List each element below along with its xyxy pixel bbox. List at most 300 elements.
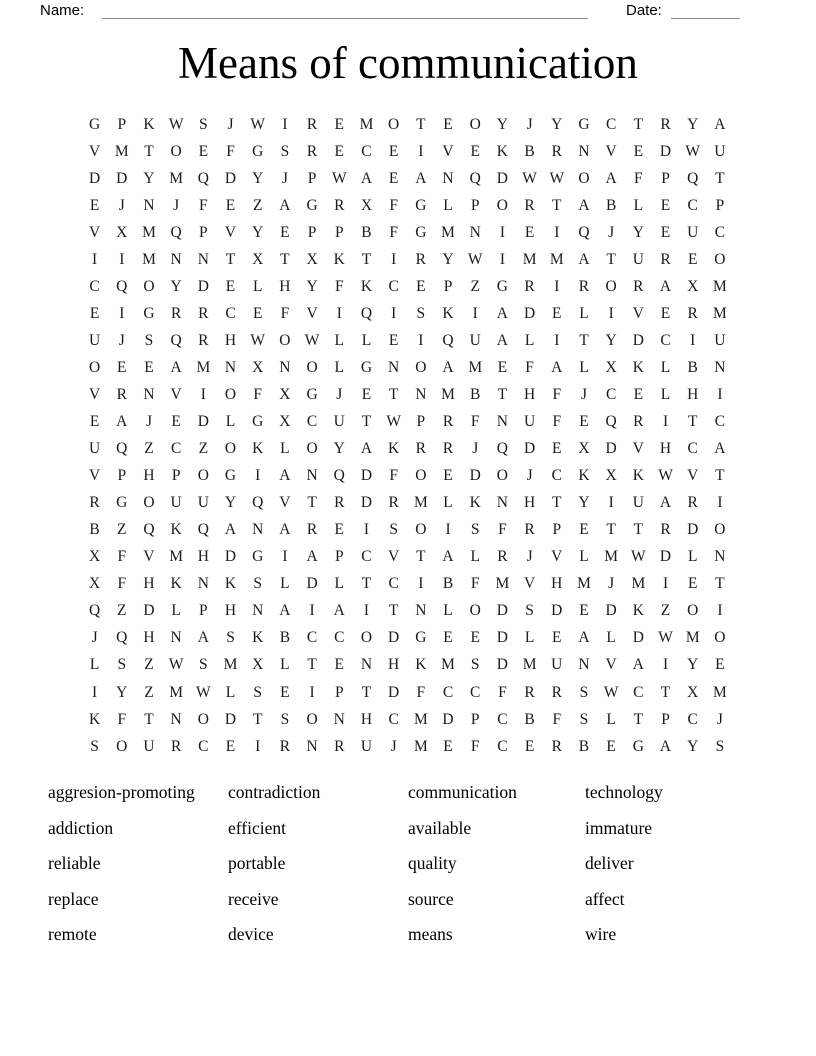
grid-cell-r8c5: R bbox=[198, 304, 209, 322]
grid-cell-r16c17: R bbox=[524, 521, 535, 539]
grid-cell-r4c10: R bbox=[334, 196, 345, 214]
grid-cell-r5c16: I bbox=[499, 223, 505, 241]
grid-cell-r20c14: E bbox=[443, 629, 453, 647]
grid-cell-r1c12: O bbox=[388, 115, 400, 133]
grid-cell-r7c9: Y bbox=[306, 277, 318, 295]
grid-cell-r14c1: V bbox=[88, 467, 101, 485]
grid-cell-r20c19: A bbox=[578, 629, 590, 647]
grid-cell-r8c14: K bbox=[442, 304, 454, 322]
grid-cell-r4c2: J bbox=[118, 196, 125, 214]
grid-cell-r2c7: G bbox=[252, 142, 264, 160]
grid-cell-r9c1: U bbox=[88, 331, 101, 349]
grid-cell-r19c16: D bbox=[496, 602, 508, 620]
grid-cell-r8c19: L bbox=[579, 304, 589, 322]
grid-cell-r22c5: W bbox=[196, 683, 211, 701]
grid-cell-r13c2: Q bbox=[116, 440, 128, 458]
grid-cell-r3c19: O bbox=[578, 169, 590, 187]
grid-cell-r6c3: M bbox=[142, 250, 156, 268]
grid-cell-r10c3: E bbox=[144, 358, 154, 376]
grid-cell-r6c18: M bbox=[549, 250, 564, 268]
grid-cell-r21c7: X bbox=[252, 656, 264, 674]
grid-cell-r4c15: P bbox=[470, 196, 480, 214]
grid-cell-r20c24: O bbox=[714, 629, 726, 647]
grid-cell-r17c21: W bbox=[631, 548, 646, 566]
grid-cell-r19c23: O bbox=[687, 602, 699, 620]
grid-cell-r4c7: Z bbox=[252, 196, 263, 214]
grid-cell-r3c9: P bbox=[307, 169, 317, 187]
grid-cell-r17c20: M bbox=[604, 548, 619, 566]
grid-cell-r16c10: E bbox=[334, 521, 345, 539]
grid-cell-r15c18: T bbox=[552, 494, 562, 512]
grid-cell-r7c17: R bbox=[524, 277, 535, 295]
grid-cell-r3c14: N bbox=[442, 169, 454, 187]
word-item: means bbox=[408, 924, 453, 944]
grid-cell-r24c3: U bbox=[143, 737, 155, 755]
grid-cell-r19c12: T bbox=[388, 602, 399, 620]
grid-cell-r22c14: C bbox=[442, 683, 454, 701]
grid-cell-r13c13: R bbox=[415, 440, 427, 458]
grid-cell-r24c10: R bbox=[334, 737, 345, 755]
word-search-grid bbox=[81, 111, 734, 760]
grid-cell-r11c4: V bbox=[170, 385, 182, 403]
grid-cell-r16c4: K bbox=[170, 521, 182, 539]
grid-cell-r17c6: D bbox=[224, 548, 237, 566]
grid-cell-r4c23: C bbox=[687, 196, 698, 214]
grid-cell-r21c10: E bbox=[334, 656, 345, 674]
grid-cell-r21c4: W bbox=[168, 656, 184, 674]
grid-cell-r24c5: C bbox=[198, 737, 209, 755]
word-list-column-3 bbox=[408, 775, 517, 953]
grid-cell-r24c6: E bbox=[225, 737, 236, 755]
grid-cell-r23c22: P bbox=[661, 710, 670, 728]
grid-cell-r23c9: O bbox=[306, 710, 318, 728]
grid-cell-r18c14: B bbox=[442, 575, 454, 593]
grid-cell-r23c15: P bbox=[470, 710, 480, 728]
grid-cell-r13c15: J bbox=[472, 440, 479, 458]
grid-cell-r1c5: S bbox=[199, 115, 208, 133]
grid-cell-r2c19: N bbox=[578, 142, 590, 160]
grid-cell-r19c6: H bbox=[224, 602, 237, 620]
grid-cell-r18c19: M bbox=[577, 575, 591, 593]
grid-cell-r7c13: E bbox=[416, 277, 426, 295]
grid-cell-r19c13: N bbox=[415, 602, 427, 620]
grid-cell-r21c8: L bbox=[280, 656, 290, 674]
grid-cell-r22c24: M bbox=[713, 683, 727, 701]
word-item: device bbox=[228, 924, 274, 944]
grid-cell-r10c12: N bbox=[388, 358, 400, 376]
grid-cell-r10c1: O bbox=[88, 358, 101, 376]
grid-cell-r12c2: A bbox=[116, 413, 128, 431]
grid-cell-r19c18: D bbox=[551, 602, 563, 620]
grid-cell-r5c7: Y bbox=[252, 223, 264, 241]
grid-cell-r22c9: I bbox=[309, 683, 315, 701]
grid-cell-r16c3: Q bbox=[143, 521, 155, 539]
grid-cell-r14c6: G bbox=[224, 467, 237, 485]
grid-cell-r17c7: G bbox=[252, 548, 264, 566]
grid-cell-r19c20: D bbox=[605, 602, 617, 620]
grid-cell-r4c21: L bbox=[633, 196, 644, 214]
grid-cell-r9c20: Y bbox=[605, 331, 617, 349]
grid-cell-r8c17: D bbox=[523, 304, 536, 322]
grid-cell-r22c7: S bbox=[253, 683, 263, 701]
grid-cell-r13c18: E bbox=[552, 440, 562, 458]
grid-cell-r10c19: L bbox=[579, 358, 589, 376]
grid-cell-r16c2: Z bbox=[117, 521, 127, 539]
grid-cell-r24c1: S bbox=[90, 737, 99, 755]
grid-cell-r14c11: D bbox=[360, 467, 373, 485]
grid-cell-r3c12: E bbox=[388, 169, 399, 187]
grid-cell-r14c21: K bbox=[632, 467, 644, 485]
grid-cell-r5c9: P bbox=[307, 223, 317, 241]
grid-cell-r11c17: H bbox=[523, 385, 536, 403]
grid-cell-r15c4: U bbox=[170, 494, 182, 512]
grid-cell-r7c2: Q bbox=[116, 277, 128, 295]
grid-cell-r16c21: T bbox=[633, 521, 644, 539]
grid-cell-r22c3: Z bbox=[144, 683, 154, 701]
grid-cell-r5c24: C bbox=[714, 223, 726, 241]
grid-cell-r9c5: R bbox=[198, 331, 209, 349]
grid-cell-r23c7: T bbox=[252, 710, 263, 728]
grid-cell-r14c23: V bbox=[687, 467, 699, 485]
grid-cell-r24c23: Y bbox=[687, 737, 699, 755]
word-item: quality bbox=[408, 853, 457, 873]
grid-cell-r9c6: H bbox=[224, 331, 237, 349]
grid-cell-r11c23: H bbox=[687, 385, 699, 403]
grid-cell-r4c3: N bbox=[143, 196, 155, 214]
grid-cell-r10c5: M bbox=[196, 358, 211, 376]
grid-cell-r18c21: M bbox=[631, 575, 646, 593]
grid-cell-r6c21: U bbox=[632, 250, 644, 268]
grid-cell-r13c14: R bbox=[442, 440, 454, 458]
grid-cell-r5c17: E bbox=[524, 223, 535, 241]
grid-cell-r18c18: H bbox=[551, 575, 563, 593]
grid-cell-r7c16: G bbox=[496, 277, 508, 295]
grid-cell-r11c22: L bbox=[660, 385, 671, 403]
grid-cell-r19c4: L bbox=[171, 602, 181, 620]
grid-cell-r18c5: N bbox=[197, 575, 209, 593]
grid-cell-r8c22: E bbox=[660, 304, 671, 322]
grid-cell-r1c6: J bbox=[227, 115, 234, 133]
grid-cell-r11c21: E bbox=[633, 385, 644, 403]
grid-cell-r10c11: G bbox=[360, 358, 373, 376]
grid-cell-r4c4: J bbox=[173, 196, 180, 214]
grid-cell-r14c8: A bbox=[279, 467, 291, 485]
grid-cell-r15c15: K bbox=[469, 494, 481, 512]
grid-cell-r9c15: U bbox=[469, 331, 481, 349]
grid-cell-r17c4: M bbox=[169, 548, 184, 566]
grid-cell-r6c20: T bbox=[606, 250, 616, 268]
grid-cell-r12c16: N bbox=[496, 413, 508, 431]
word-item: aggresion-promoting bbox=[48, 782, 195, 802]
grid-cell-r13c21: V bbox=[632, 440, 644, 458]
grid-cell-r5c23: U bbox=[687, 223, 699, 241]
grid-cell-r15c8: V bbox=[279, 494, 291, 512]
grid-cell-r6c2: I bbox=[119, 250, 125, 268]
grid-cell-r9c2: J bbox=[118, 331, 125, 349]
grid-cell-r1c15: O bbox=[469, 115, 481, 133]
grid-cell-r1c3: K bbox=[143, 115, 155, 133]
grid-cell-r3c18: W bbox=[549, 169, 565, 187]
grid-cell-r15c14: L bbox=[443, 494, 453, 512]
grid-cell-r21c15: S bbox=[470, 656, 480, 674]
grid-cell-r1c21: T bbox=[633, 115, 644, 133]
grid-cell-r1c14: E bbox=[443, 115, 453, 133]
grid-cell-r13c6: O bbox=[224, 440, 237, 458]
grid-cell-r15c7: Q bbox=[252, 494, 264, 512]
grid-cell-r6c4: N bbox=[170, 250, 182, 268]
grid-cell-r6c9: X bbox=[306, 250, 318, 268]
grid-cell-r20c21: D bbox=[632, 629, 644, 647]
grid-cell-r1c20: C bbox=[605, 115, 617, 133]
grid-cell-r20c12: D bbox=[388, 629, 400, 647]
grid-cell-r5c6: V bbox=[224, 223, 237, 241]
grid-cell-r3c16: D bbox=[496, 169, 508, 187]
word-item: source bbox=[408, 888, 454, 909]
grid-cell-r19c21: K bbox=[632, 602, 644, 620]
grid-cell-r13c16: Q bbox=[496, 440, 508, 458]
grid-cell-r2c23: W bbox=[685, 142, 701, 160]
grid-cell-r9c23: I bbox=[690, 331, 696, 349]
grid-cell-r9c14: Q bbox=[442, 331, 454, 349]
grid-cell-r13c4: C bbox=[170, 440, 182, 458]
grid-cell-r24c20: E bbox=[606, 737, 616, 755]
grid-cell-r8c3: G bbox=[143, 304, 155, 322]
grid-cell-r16c16: F bbox=[498, 521, 507, 539]
grid-cell-r7c22: A bbox=[659, 277, 672, 295]
grid-cell-r15c16: N bbox=[496, 494, 508, 512]
grid-cell-r21c17: M bbox=[522, 656, 537, 674]
grid-cell-r9c9: W bbox=[304, 331, 320, 349]
grid-cell-r20c22: W bbox=[658, 629, 673, 647]
grid-cell-r13c11: A bbox=[360, 440, 373, 458]
grid-cell-r19c3: D bbox=[143, 602, 155, 620]
grid-cell-r11c1: V bbox=[88, 385, 101, 403]
grid-cell-r22c10: P bbox=[334, 683, 344, 701]
grid-cell-r8c16: A bbox=[496, 304, 508, 322]
grid-cell-r9c16: A bbox=[496, 331, 508, 349]
grid-cell-r22c22: T bbox=[660, 683, 671, 701]
grid-cell-r23c18: F bbox=[552, 710, 562, 728]
grid-cell-r14c24: T bbox=[715, 467, 725, 485]
grid-cell-r1c1: G bbox=[88, 115, 101, 133]
grid-cell-r5c20: J bbox=[608, 223, 615, 241]
grid-cell-r23c19: S bbox=[579, 710, 589, 728]
grid-cell-r6c23: E bbox=[687, 250, 698, 268]
grid-cell-r19c11: I bbox=[363, 602, 370, 620]
grid-cell-r7c12: C bbox=[388, 277, 399, 295]
grid-cell-r24c16: C bbox=[497, 737, 508, 755]
grid-cell-r18c24: T bbox=[715, 575, 725, 593]
grid-cell-r18c17: V bbox=[523, 575, 536, 593]
grid-cell-r1c24: A bbox=[714, 115, 726, 133]
word-item: replace bbox=[48, 888, 99, 909]
grid-cell-r20c20: L bbox=[606, 629, 616, 647]
grid-cell-r24c7: I bbox=[255, 737, 261, 755]
grid-cell-r8c4: R bbox=[170, 304, 182, 322]
grid-cell-r3c21: F bbox=[634, 169, 643, 187]
grid-cell-r22c23: X bbox=[687, 683, 699, 701]
grid-cell-r16c23: D bbox=[687, 521, 699, 539]
grid-cell-r7c14: P bbox=[443, 277, 453, 295]
word-item: deliver bbox=[585, 853, 634, 873]
grid-cell-r1c9: R bbox=[306, 115, 318, 133]
grid-cell-r10c20: X bbox=[605, 358, 617, 376]
grid-cell-r7c18: I bbox=[554, 277, 560, 295]
grid-cell-r21c19: N bbox=[578, 656, 590, 674]
date-blank-line bbox=[671, 3, 740, 19]
word-item: portable bbox=[228, 853, 286, 873]
grid-cell-r3c1: D bbox=[88, 169, 101, 187]
grid-cell-r20c8: B bbox=[279, 629, 291, 647]
grid-cell-r17c24: N bbox=[714, 548, 726, 566]
grid-cell-r5c18: I bbox=[554, 223, 560, 241]
grid-cell-r3c17: W bbox=[522, 169, 537, 187]
grid-cell-r7c6: E bbox=[225, 277, 236, 295]
grid-cell-r14c12: F bbox=[389, 467, 398, 485]
grid-cell-r12c13: P bbox=[416, 413, 426, 431]
grid-cell-r9c10: L bbox=[334, 331, 345, 349]
grid-cell-r8c2: I bbox=[119, 304, 125, 322]
grid-cell-r13c17: D bbox=[523, 440, 536, 458]
grid-cell-r24c9: N bbox=[306, 737, 318, 755]
date-label: Date: bbox=[626, 2, 662, 19]
grid-cell-r17c2: F bbox=[117, 548, 127, 566]
grid-cell-r2c6: F bbox=[226, 142, 235, 160]
grid-cell-r23c21: T bbox=[633, 710, 644, 728]
grid-cell-r24c22: A bbox=[659, 737, 672, 755]
grid-cell-r23c3: T bbox=[144, 710, 154, 728]
grid-cell-r21c5: S bbox=[199, 656, 208, 674]
grid-cell-r2c1: V bbox=[88, 142, 101, 160]
grid-cell-r10c2: E bbox=[117, 358, 127, 376]
grid-cell-r17c18: V bbox=[551, 548, 563, 566]
grid-cell-r24c21: G bbox=[632, 737, 644, 755]
grid-cell-r22c18: R bbox=[551, 683, 562, 701]
grid-cell-r16c9: R bbox=[306, 521, 318, 539]
grid-cell-r2c10: E bbox=[334, 142, 345, 160]
grid-cell-r1c19: G bbox=[578, 115, 590, 133]
grid-cell-r15c22: A bbox=[659, 494, 672, 512]
grid-cell-r3c22: P bbox=[661, 169, 670, 187]
grid-cell-r4c16: O bbox=[496, 196, 508, 214]
grid-cell-r16c18: P bbox=[552, 521, 562, 539]
grid-cell-r16c13: O bbox=[415, 521, 427, 539]
grid-cell-r16c11: I bbox=[363, 521, 370, 539]
grid-cell-r4c17: R bbox=[524, 196, 535, 214]
grid-cell-r10c13: O bbox=[415, 358, 427, 376]
grid-cell-r24c14: E bbox=[443, 737, 453, 755]
grid-cell-r21c9: T bbox=[307, 656, 317, 674]
grid-cell-r3c3: Y bbox=[143, 169, 155, 187]
grid-cell-r22c12: D bbox=[388, 683, 400, 701]
grid-cell-r15c3: O bbox=[143, 494, 155, 512]
grid-cell-r15c9: T bbox=[307, 494, 317, 512]
grid-cell-r20c2: Q bbox=[116, 629, 128, 647]
grid-cell-r2c8: S bbox=[280, 142, 290, 160]
grid-cell-r5c2: X bbox=[116, 223, 128, 241]
grid-cell-r11c8: X bbox=[279, 385, 291, 403]
grid-cell-r20c4: N bbox=[170, 629, 182, 647]
grid-cell-r19c10: A bbox=[333, 602, 345, 620]
grid-cell-r15c1: R bbox=[89, 494, 100, 512]
grid-cell-r22c21: C bbox=[633, 683, 644, 701]
grid-cell-r5c8: E bbox=[280, 223, 290, 241]
grid-cell-r23c10: N bbox=[333, 710, 345, 728]
grid-cell-r14c10: Q bbox=[333, 467, 345, 485]
grid-cell-r16c7: N bbox=[252, 521, 264, 539]
grid-cell-r21c23: Y bbox=[687, 656, 699, 674]
grid-cell-r4c8: A bbox=[279, 196, 291, 214]
grid-cell-r14c18: C bbox=[551, 467, 562, 485]
grid-cell-r1c18: Y bbox=[551, 115, 563, 133]
grid-cell-r3c10: W bbox=[331, 169, 347, 187]
grid-cell-r2c4: O bbox=[170, 142, 182, 160]
grid-cell-r20c9: C bbox=[306, 629, 318, 647]
grid-cell-r14c13: O bbox=[415, 467, 427, 485]
grid-cell-r11c24: I bbox=[717, 385, 723, 403]
grid-cell-r5c4: Q bbox=[170, 223, 182, 241]
grid-cell-r10c24: N bbox=[714, 358, 726, 376]
name-blank-line bbox=[102, 3, 588, 19]
grid-cell-r3c11: A bbox=[360, 169, 373, 187]
grid-cell-r1c2: P bbox=[117, 115, 127, 133]
grid-cell-r10c17: F bbox=[525, 358, 534, 376]
grid-cell-r18c3: H bbox=[143, 575, 155, 593]
grid-cell-r20c16: D bbox=[496, 629, 508, 647]
grid-cell-r14c7: I bbox=[255, 467, 261, 485]
grid-cell-r24c13: M bbox=[413, 737, 428, 755]
grid-cell-r11c20: C bbox=[605, 385, 617, 403]
grid-cell-r18c9: D bbox=[306, 575, 318, 593]
grid-cell-r8c8: F bbox=[280, 304, 290, 322]
grid-cell-r16c1: B bbox=[89, 521, 100, 539]
word-list bbox=[0, 775, 816, 975]
grid-cell-r20c17: L bbox=[524, 629, 535, 647]
word-list-column-1 bbox=[48, 775, 195, 953]
grid-cell-r9c21: D bbox=[632, 331, 644, 349]
grid-cell-r2c5: E bbox=[198, 142, 209, 160]
grid-cell-r17c23: L bbox=[687, 548, 698, 566]
grid-cell-r13c1: U bbox=[88, 440, 101, 458]
grid-cell-r18c16: M bbox=[495, 575, 510, 593]
grid-cell-r10c15: M bbox=[468, 358, 483, 376]
grid-cell-r3c6: D bbox=[224, 169, 237, 187]
grid-cell-r3c24: T bbox=[715, 169, 725, 187]
grid-cell-r3c7: Y bbox=[252, 169, 264, 187]
grid-cell-r5c5: P bbox=[199, 223, 208, 241]
grid-cell-r7c15: Z bbox=[470, 277, 480, 295]
grid-cell-r17c1: X bbox=[88, 548, 101, 566]
grid-cell-r21c16: D bbox=[496, 656, 508, 674]
grid-cell-r14c14: E bbox=[443, 467, 453, 485]
grid-cell-r23c11: H bbox=[360, 710, 373, 728]
word-item: affect bbox=[585, 888, 625, 909]
grid-cell-r8c24: M bbox=[713, 304, 727, 322]
grid-cell-r6c22: R bbox=[660, 250, 671, 268]
grid-cell-r15c17: H bbox=[523, 494, 536, 512]
grid-cell-r21c21: A bbox=[632, 656, 644, 674]
grid-cell-r3c23: Q bbox=[687, 169, 699, 187]
grid-cell-r8c10: I bbox=[336, 304, 342, 322]
grid-cell-r19c24: I bbox=[717, 602, 723, 620]
grid-cell-r1c10: E bbox=[334, 115, 345, 133]
grid-cell-r9c22: C bbox=[660, 331, 671, 349]
grid-cell-r18c11: T bbox=[361, 575, 372, 593]
grid-cell-r5c10: P bbox=[334, 223, 344, 241]
grid-cell-r3c4: M bbox=[169, 169, 184, 187]
grid-cell-r12c7: G bbox=[252, 413, 264, 431]
grid-cell-r19c7: N bbox=[252, 602, 264, 620]
